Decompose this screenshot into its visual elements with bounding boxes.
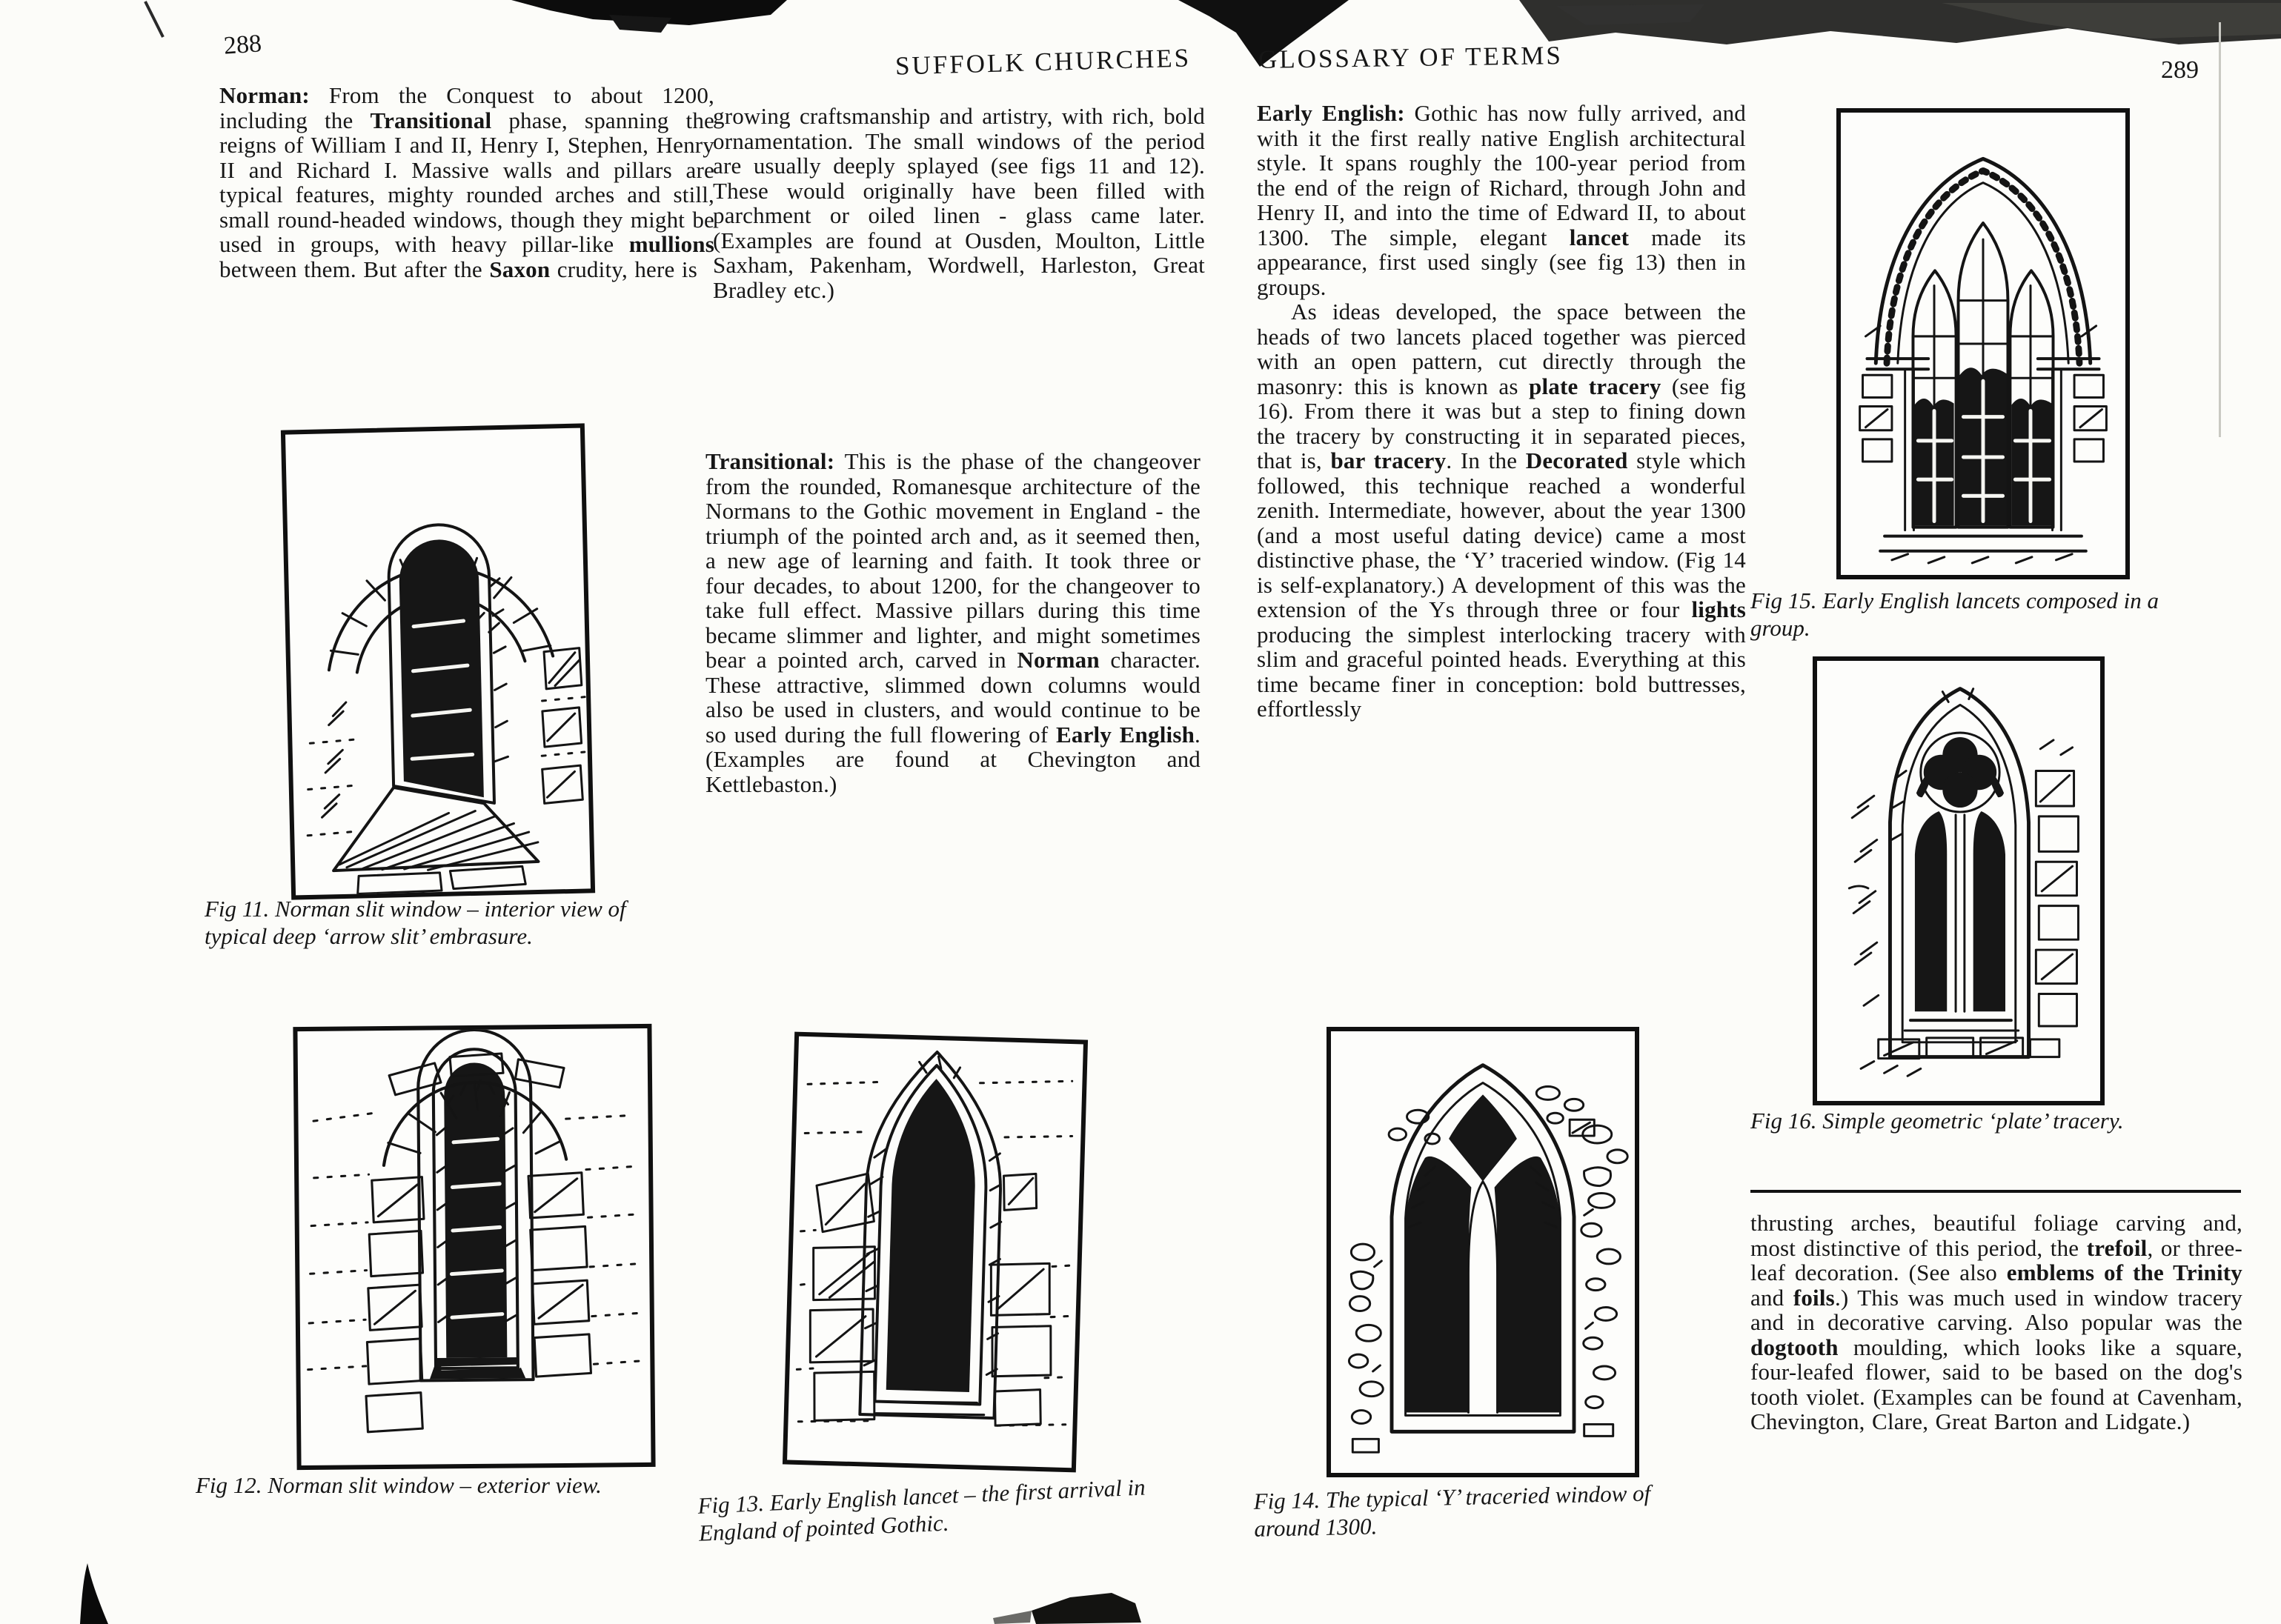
paragraph-transitional: Transitional: This is the phase of the changeover from the rounded, Romanesque architecture of the Normans to the Gothic movement in England - the triumph of the pointed arch and, as it seemed then, a new age of learning and faith. It took three or four decades, to about 1200, for the changeover to take full effect. Massive pillars during this time became slimmer and lighter, and might sometimes bear a pointed arch, carved in Norman character. These attractive, slimmed down columns would also be used in clusters, and would continue to be so used during the full flowering of Early English. (Examples are found at Chevington and Kettlebaston.) (705, 448, 1201, 797)
fig15-illustration (1836, 108, 2130, 579)
fig14-drawing (1331, 1031, 1635, 1473)
fig15-drawing (1841, 113, 2125, 575)
fig13-caption: Fig 13. Early English lancet – the first arrival in England of pointed Gothic. (697, 1474, 1146, 1546)
paragraph-early-english (1257, 101, 1746, 722)
column-divider-rule (1750, 1190, 2241, 1193)
fig11-drawing (285, 428, 591, 896)
fig16-drawing (1817, 661, 2100, 1101)
early-english-definition: Early English: Gothic has now fully arrived, and with it the first really native English architectural style. It spans roughly the 100-year period from the end of the reign of Richard, through John and Henry II, and into the time of Edward II, to about 1300. The simple, elegant lancet made its appearance, first used singly (see fig 13) then in groups. (1257, 100, 1746, 300)
page-number-right: 289 (2161, 56, 2199, 84)
fig13-illustration (783, 1032, 1088, 1473)
paragraph-norman: Norman: From the Conquest to about 1200, including the Transitional phase, spanning the reigns of William I and II, Henry I, Stephen, Henry II and Richard I. Massive walls and pillars are typical features, mighty rounded arches and still, small round-headed windows, though they might be used in groups, with heavy pillar-like mullions between them. But after the Saxon crudity, here is (219, 82, 715, 282)
fig11-illustration (281, 423, 595, 899)
running-head-right: GLOSSARY OF TERMS (1258, 41, 1564, 74)
as-ideas-paragraph: As ideas developed, the space between the heads of two lancets placed together was pierced with an open pattern, cut directly through the masonry: this is known as plate tracery (see fig 16). From there it was but a step to fining down the tracery by constructing it in separated pieces, that is, bar tracery. In the Decorated style which followed, this technique reached a wonderful zenith. Intermediate, however, about the year 1300 (and a most useful dating device) came a most distinctive phase, the ‘Y’ traceried window. (Fig 14 is self-explanatory.) A development of this was the extension of the Ys through three or four lights producing the simplest interlocking tracery with slim and graceful pointed heads. Everything at this time became finer in conception: bold buttresses, effortlessly (1257, 299, 1746, 722)
paragraph-thrusting: thrusting arches, beautiful foliage carving and, most distinctive of this period, the trefoil, or three-leaf decoration. (See also emblems of the Trinity and foils.) This was much used in window tracery and in decorative carving. Also popular was the dogtooth moulding, which looks like a square, four-leafed flower, said to be based on the dog's tooth violet. (Examples can be found at Cavenham, Chevington, Clare, Great Barton and Lidgate.) (1750, 1210, 2243, 1434)
fig13-drawing (787, 1036, 1083, 1468)
fig12-drawing (297, 1028, 651, 1465)
fig16-illustration (1813, 656, 2105, 1105)
scan-artifact-bottom (0, 1535, 2281, 1624)
page-edge-line (2219, 22, 2221, 437)
fig12-illustration (293, 1024, 655, 1470)
page-number-left: 288 (222, 30, 263, 60)
fig14-illustration (1327, 1027, 1639, 1477)
paragraph-growing: growing craftsmanship and artistry, with rich, bold ornamentation. The small windows of the period are usually deeply splayed (see figs 11 and 12). These would originally have been filled with parchment or oiled linen - glass came later. (Examples are found at Ousden, Moulton, Little Saxham, Pakenham, Wordwell, Harleston, Great Bradley etc.) (713, 103, 1205, 303)
fig15-caption: Fig 15. Early English lancets composed in a group. (1750, 588, 2159, 641)
running-head-left: SUFFOLK CHURCHES (894, 43, 1192, 81)
fig16-caption: Fig 16. Simple geometric ‘plate’ tracery. (1750, 1108, 2124, 1134)
fig11-caption: Fig 11. Norman slit window – interior view of typical deep ‘arrow slit’ embrasure. (205, 896, 626, 949)
fig14-caption: Fig 14. The typical ‘Y’ traceried window of around 1300. (1253, 1480, 1651, 1542)
fig12-caption: Fig 12. Norman slit window – exterior view. (196, 1472, 602, 1498)
